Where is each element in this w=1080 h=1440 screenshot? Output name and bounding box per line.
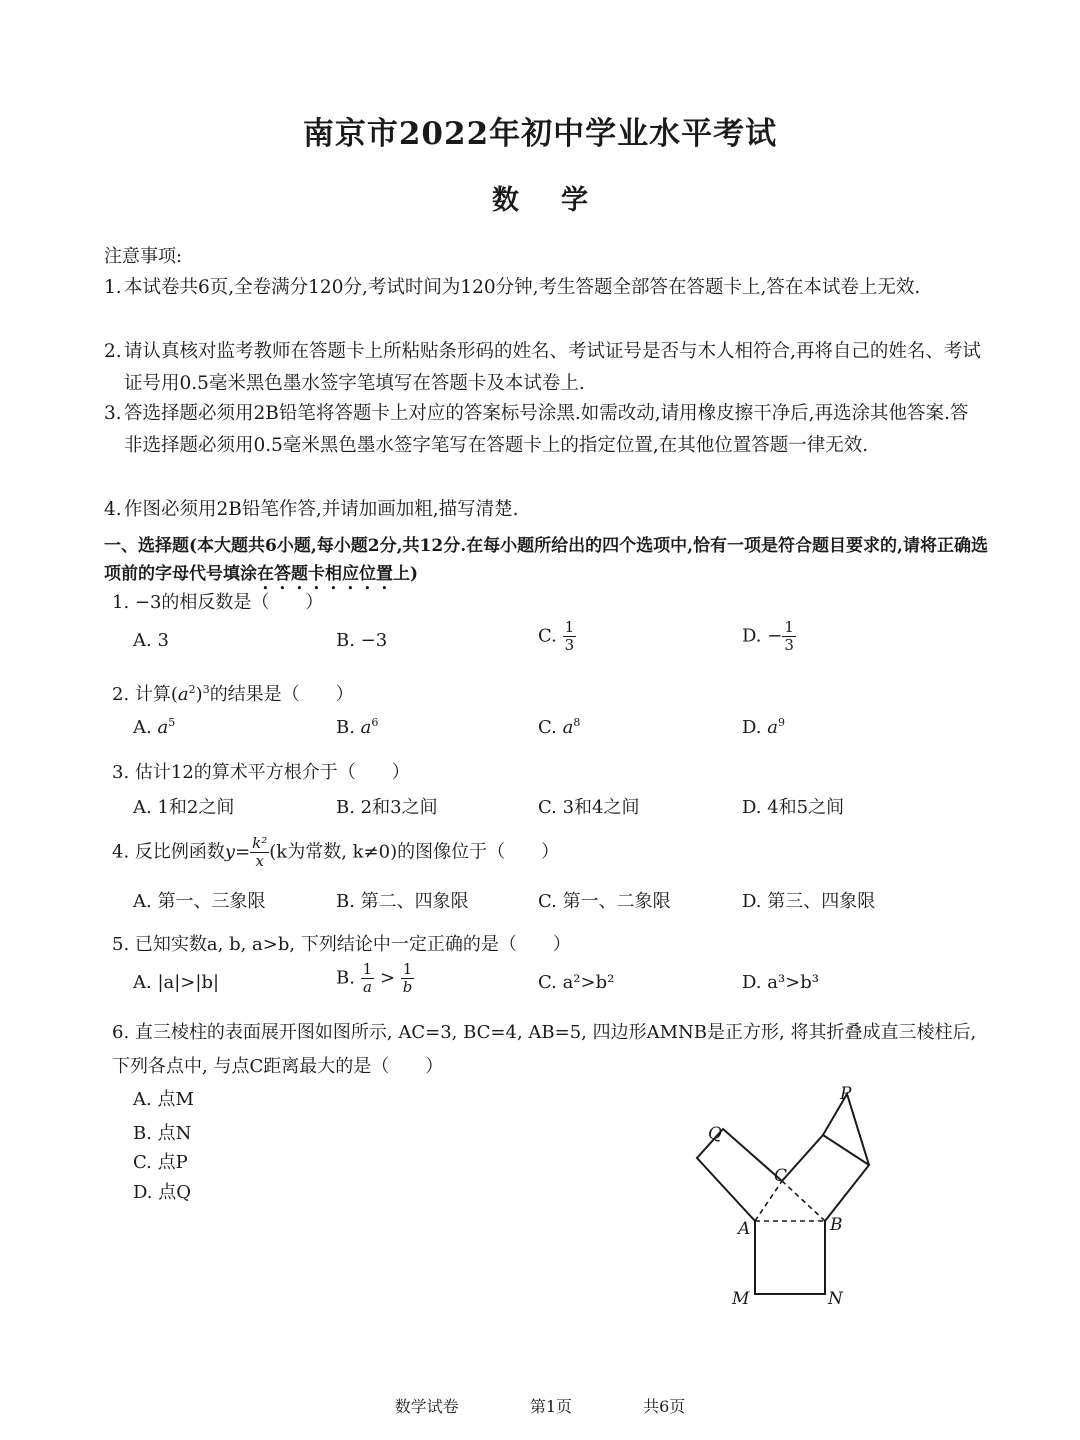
question-1-stem: 1. −3的相反数是（ ） (112, 592, 324, 613)
label-q: Q (708, 1124, 722, 1144)
notice-text: 作图必须用2B铅笔作答,并请加画加粗,描写清楚. (124, 499, 519, 520)
q2-d-exp: 9 (777, 716, 785, 729)
q4-option-d: D. 第三、四象限 (742, 891, 876, 912)
q3-option-d: D. 4和5之间 (742, 797, 845, 818)
q2-a-label: A. (133, 717, 158, 738)
q1-option-a: A. 3 (133, 630, 169, 651)
q4-stem-suffix: (k为常数, k≠0)的图像位于（ ） (269, 841, 560, 863)
q2-c-label: C. (538, 717, 563, 738)
section-text: 一、选择题(本大题共6小题,每小题2分,共12分.在每小题所给出的四个选项中,恰有一项是符合题目要求的,请将正确选项前的字母代号填涂 (104, 536, 988, 584)
q4-stem-prefix: 4. 反比例函数 (112, 841, 225, 863)
q2-option-d (742, 716, 785, 738)
q2-stem-prefix: 2. 计算( (112, 684, 178, 705)
label-b: B (830, 1215, 843, 1235)
q5-option-d: D. a³>b³ (742, 972, 820, 993)
q2-b-label: B. (336, 717, 361, 738)
question-6-stem: 6. 直三棱柱的表面展开图如图所示, AC=3, BC=4, AB=5, 四边形AMNB是正方形, 将其折叠成直三棱柱后, 下列各点中, 与点C距离最大的是（ ） (112, 1022, 977, 1077)
q5-b-label: B. (336, 967, 361, 989)
q2-option-c (538, 716, 580, 738)
fraction (361, 962, 375, 995)
q4-option-c: C. 第一、二象限 (538, 891, 671, 912)
top-triangle-outline (823, 1094, 869, 1165)
label-m: M (732, 1289, 750, 1309)
notices-heading: 注意事项: (104, 246, 183, 267)
section-heading (104, 532, 990, 594)
section-text-end: 上) (393, 564, 419, 584)
q5-option-a: A. |a|>|b| (133, 972, 220, 993)
footer-page-total: 共6页 (643, 1397, 686, 1416)
right-square-outline (782, 1135, 869, 1221)
q6-option-a: A. 点M (133, 1089, 194, 1110)
label-n: N (828, 1289, 843, 1309)
q2-b-exp: 6 (371, 716, 379, 729)
denominator: x (255, 852, 264, 870)
numerator: 1 (784, 618, 794, 636)
q2-d-base: a (767, 717, 778, 738)
notice-text: 答选择题必须用2B铅笔将答题卡上对应的答案标号涂黑.如需改动,请用橡皮擦干净后,再选涂其他答案.答非选择题必须用0.5毫米黑色墨水签字笔写在答题卡上的指定位置,在其他位置答题一律无效. (124, 403, 969, 456)
denominator: 3 (784, 636, 794, 654)
q2-option-b (336, 716, 378, 738)
notice-text: 请认真核对监考教师在答题卡上所粘贴条形码的姓名、考试证号是否与木人相符合,再将自己的姓名、考试证号用0.5毫米黑色墨水签字笔填写在答题卡及本试卷上. (124, 341, 981, 394)
q2-option-a (133, 716, 175, 738)
denominator: 3 (564, 636, 575, 654)
numerator: 1 (402, 960, 413, 978)
footer-left: 数学试卷 (394, 1397, 459, 1416)
q4-func-eq: = (235, 841, 251, 863)
fraction (250, 836, 269, 869)
notice-number: 1. (104, 277, 122, 298)
q2-a-exp: 5 (168, 716, 176, 729)
q4-func-y: y (224, 841, 236, 863)
q1-c-label: C. (538, 625, 563, 647)
dashed-edge-ac (755, 1181, 782, 1221)
fraction (563, 620, 577, 653)
q6-option-c: C. 点P (133, 1152, 188, 1173)
bottom-square-outline (755, 1221, 825, 1294)
denominator: b (402, 978, 413, 996)
notice-number: 2. (104, 341, 122, 362)
exam-title: 南京市2022年初中学业水平考试 (302, 116, 778, 152)
q2-base: a (177, 684, 189, 705)
q5-b-gt: > (374, 967, 401, 989)
numerator: k² (252, 834, 268, 852)
q1-option-b: B. −3 (336, 630, 388, 651)
q3-option-a: A. 1和2之间 (133, 797, 235, 818)
label-a: A (738, 1219, 751, 1239)
q1-option-c (538, 620, 576, 653)
q2-a-base: a (157, 717, 169, 738)
q1-d-label: D. − (742, 625, 783, 647)
question-3-stem: 3. 估计12的算术平方根介于（ ） (112, 762, 410, 783)
numerator: 1 (362, 960, 373, 978)
q2-b-base: a (360, 717, 372, 738)
fraction (782, 620, 796, 653)
page-footer (0, 1394, 1080, 1417)
label-c: C (774, 1166, 788, 1186)
q4-option-a: A. 第一、三象限 (133, 891, 266, 912)
denominator: a (362, 978, 372, 996)
notice-item-4 (104, 494, 984, 526)
fraction (401, 962, 415, 995)
q6-option-d: D. 点Q (133, 1182, 191, 1203)
q3-option-c: C. 3和4之间 (538, 797, 640, 818)
q5-option-b (336, 962, 414, 995)
q5-option-c: C. a²>b² (538, 972, 615, 993)
footer-page-number: 第1页 (529, 1397, 572, 1416)
prism-net-figure (680, 1080, 940, 1320)
q2-outer-exp: 3 (202, 683, 210, 696)
subject-title: 数学 (492, 185, 630, 216)
q4-option-b: B. 第二、四象限 (336, 891, 469, 912)
question-5-stem: 5. 已知实数a, b, a>b, 下列结论中一定正确的是（ ） (112, 934, 571, 955)
notice-number: 4. (104, 499, 122, 520)
q2-c-exp: 8 (573, 716, 581, 729)
q2-d-label: D. (742, 717, 768, 738)
notice-number: 3. (104, 403, 122, 424)
q1-option-d (742, 620, 796, 653)
question-2-stem: 2. 计算$(a^2)^3$的结果是（ ） (112, 683, 354, 705)
section-emphasis: 在答题卡相应位置 (257, 564, 393, 584)
q3-option-b: B. 2和3之间 (336, 797, 438, 818)
notice-item-1 (104, 272, 984, 304)
notice-item-3 (104, 398, 984, 462)
label-p: P (840, 1084, 852, 1104)
numerator: 1 (564, 618, 575, 636)
question-4-stem (112, 836, 559, 869)
notice-text: 本试卷共6页,全卷满分120分,考试时间为120分钟,考生答题全部答在答题卡上,答在本试卷上无效. (124, 277, 921, 298)
q2-c-base: a (562, 717, 574, 738)
q2-inner-exp: 2 (188, 683, 196, 696)
q6-option-b: B. 点N (133, 1123, 192, 1144)
notice-item-2 (104, 336, 984, 400)
dashed-edge-bc (782, 1181, 825, 1221)
q2-stem-suffix: 的结果是（ ） (209, 684, 354, 705)
